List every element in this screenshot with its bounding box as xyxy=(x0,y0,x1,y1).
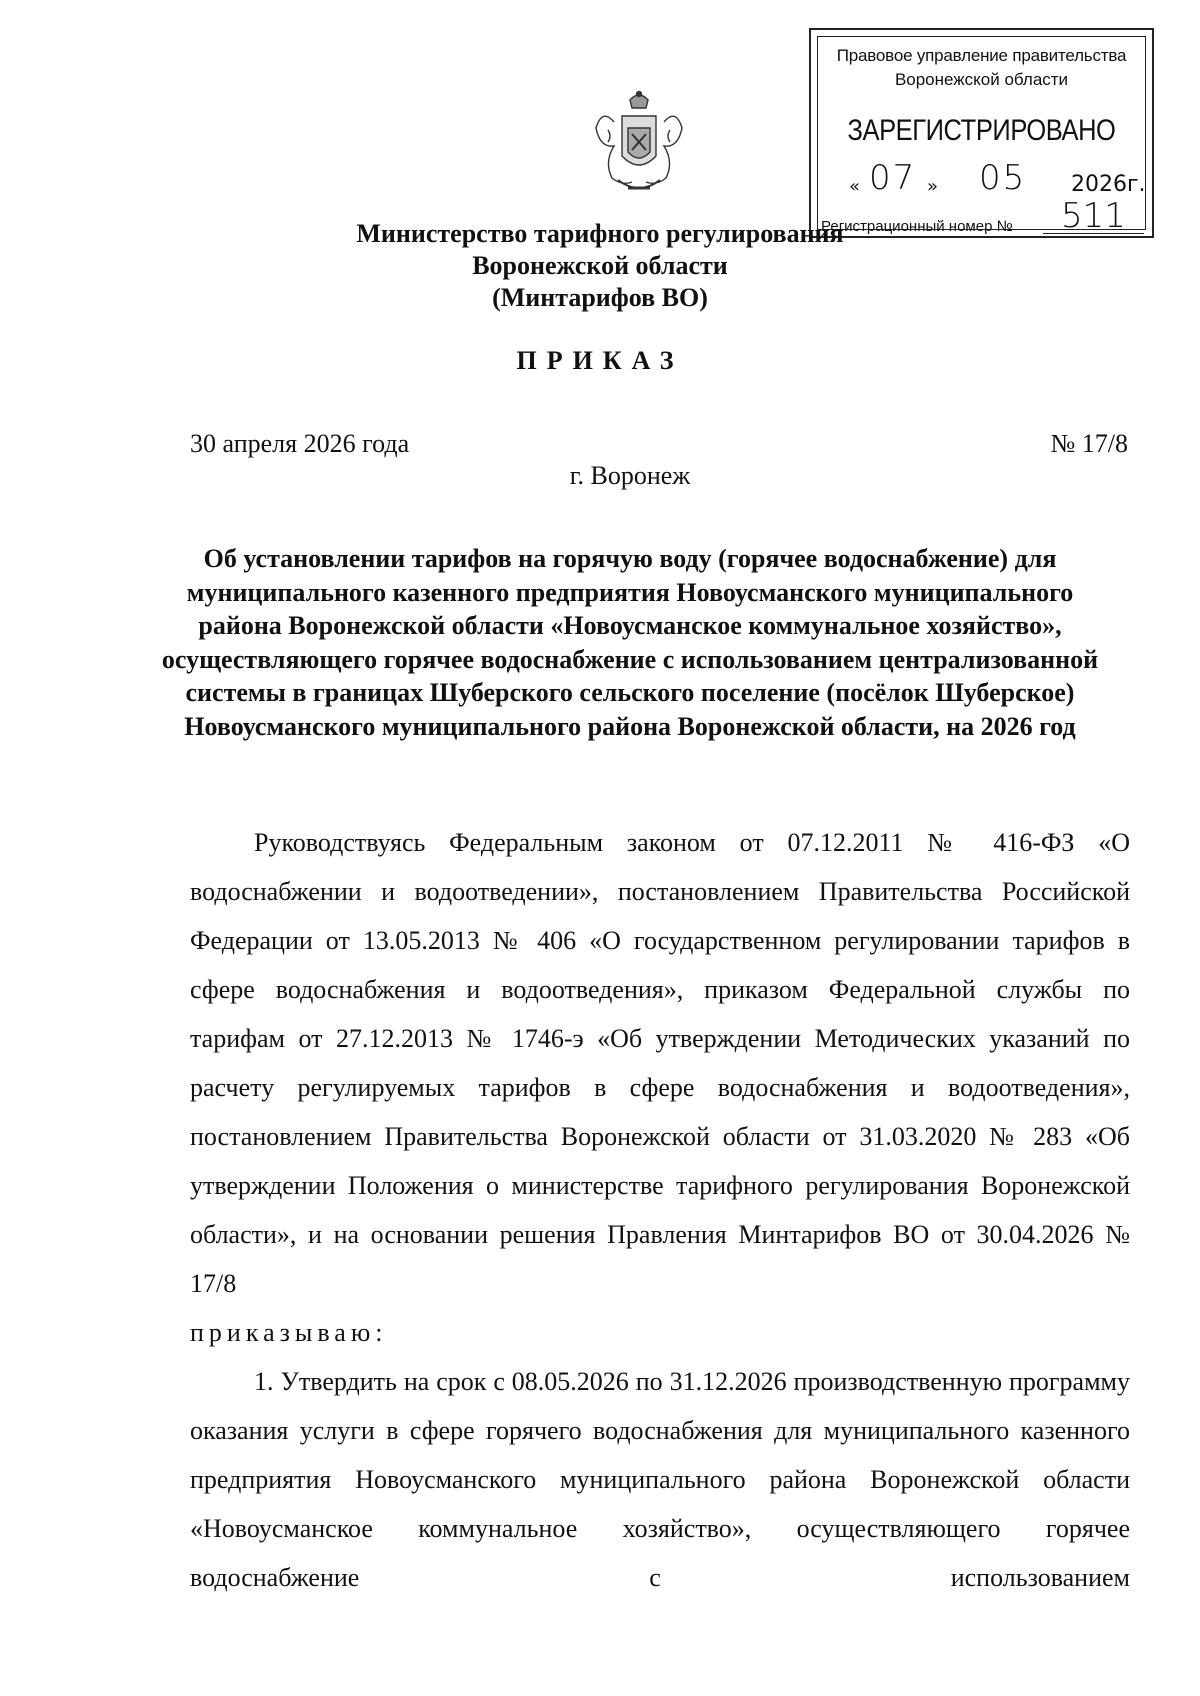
stamp-reg-number-label: Регистрационный номер № xyxy=(821,218,1013,235)
ministry-name-line2: Воронежской области xyxy=(472,251,728,280)
document-body xyxy=(190,818,1130,1602)
ministry-short-name: (Минтарифов ВО) xyxy=(492,283,708,312)
stamp-quote-close: » xyxy=(927,176,939,197)
order-word: приказываю: xyxy=(190,1318,388,1347)
order-item-1: 1. Утвердить на срок с 08.05.2026 по 31.12.2026 производственную программу оказания услуги в сфере горячего водоснабжения для муниципального казенного предприятия Новоусманского муниципального района Воронежской области «Новоусманское коммунальное хозяйство», осуществляющего горячее водоснабжение с использованием xyxy=(190,1367,1130,1592)
coat-of-arms-icon xyxy=(592,88,686,198)
stamp-reg-number: 511 xyxy=(1061,196,1126,236)
stamp-month: 05 xyxy=(979,158,1027,198)
document-number: № 17/8 xyxy=(1050,429,1128,458)
document-subject: Об установлении тарифов на горячую воду (горячее водоснабжение) для муниципального казенного предприятия Новоусманского муниципального района Воронежской области «Новоусманское коммунальное хозяйство», осуществляющего горячее водоснабжение с использованием централизованной системы в границах Шуберского сельского поселение (посёлок Шуберское) Новоусманского муниципального района Воронежской области, на 2026 год xyxy=(161,544,1099,741)
document-type-title: ПРИКАЗ xyxy=(516,346,684,375)
stamp-quote-open: « xyxy=(849,176,861,197)
registration-stamp xyxy=(809,28,1154,238)
ministry-name-line1: Министерство тарифного регулирования xyxy=(356,219,844,248)
document-date: 30 апреля 2026 года xyxy=(190,429,410,458)
stamp-day: 07 xyxy=(869,158,917,198)
stamp-year: 2026г. xyxy=(1071,172,1146,197)
preamble-paragraph: Руководствуясь Федеральным законом от 07.12.2011 № 416-ФЗ «О водоснабжении и водоотведении», постановлением Правительства Российской Федерации от 13.05.2013 № 406 «О государственном регулировании тарифов в сфере водоснабжения и водоотведения», приказом Федеральной службы по тарифам от 27.12.2013 № 1746-э «Об утверждении Методических указаний по расчету регулируемых тарифов в сфере водоснабжения и водоотведения», постановлением Правительства Воронежской области от 31.03.2020 № 283 «Об утверждении Положения о министерстве тарифного регулирования Воронежской области», и на основании решения Правления Минтарифов ВО от 30.04.2026 № 17/8 xyxy=(190,828,1130,1298)
stamp-department-line1: Правовое управление правительства xyxy=(836,46,1127,65)
stamp-department-line2: Воронежской области xyxy=(894,70,1069,89)
stamp-registered-label: ЗАРЕГИСТРИРОВАНО xyxy=(847,114,1116,147)
document-city: г. Воронеж xyxy=(569,461,691,490)
